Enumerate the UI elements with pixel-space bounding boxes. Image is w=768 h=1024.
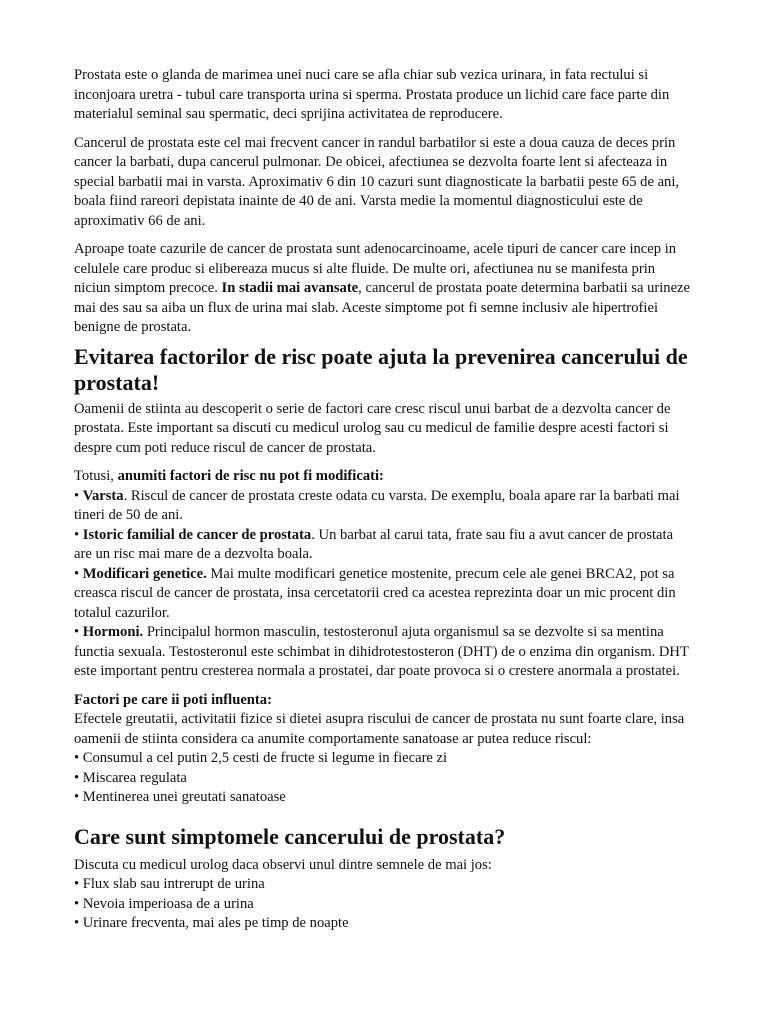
symptom-item-text: Urinare frecventa, mai ales pe timp de noapte <box>82 915 349 931</box>
symptom-list-item <box>74 915 349 931</box>
influence-list-item <box>74 789 286 805</box>
influence-list-item <box>74 750 447 766</box>
risk-item-text: Principalul hormon masculin, testosteronul ajuta organismul sa se dezvolte si sa mentina functia sexuala. Testosteronul este schimbat in dihidrotestosteron (DHT) de o enzima din organism. DHT este important pentru cresterea normala a prostatei, dar poate provoca si o crestere anormala a prostatei. <box>74 624 689 679</box>
risk-list-item <box>74 566 676 621</box>
intro-paragraph-3-start: Aproape toate cazurile de cancer de prostata sunt adenocarcinoame, acele tipuri de cancer care incep in celulele care produc si elibereaza mucus si alte fluide. De multe ori, afectiunea nu se manifesta prin niciun simptom precoce. <box>74 241 677 296</box>
risk-item-text: . Un barbat al carui tata, frate sau fiu a avut cancer de prostata are un risc mai mare de a dezvolta boala. <box>74 526 674 562</box>
risk-list-item <box>74 624 689 679</box>
bullet: • <box>74 769 83 786</box>
bullet: • <box>74 750 83 766</box>
symptoms-heading: Care sunt simptomele cancerului de prostata? <box>74 823 506 849</box>
symptom-item-text: Flux slab sau intrerupt de urina <box>82 876 265 892</box>
fixed-risk-factors-block <box>74 467 694 682</box>
bullet: • <box>74 895 83 912</box>
influence-list-item <box>74 770 187 786</box>
symptom-item-text: Nevoia imperioasa de a urina <box>82 895 254 912</box>
intro-paragraph-2: Cancerul de prostata este cel mai frecvent cancer in randul barbatilor si este a doua cauza de deces prin cancer la barbati, dupa cancerul pulmonar. De obicei, afectiunea se dezvolta foarte lent si afecteaza in special barbatii mai in varsta. Aproximativ 6 din 10 cazuri sunt diagnosticate la barbatii peste 65 de ani, boala fiind rareori depistata inainte de 40 de ani. Varsta medie la momentul diagnosticului este de aproximativ 66 de ani. <box>74 134 680 229</box>
intro-paragraph-3 <box>74 240 694 338</box>
bullet: • <box>74 526 83 543</box>
bullet: • <box>74 915 83 931</box>
risk-item-text: . Riscul de cancer de prostata creste odata cu varsta. De exemplu, boala apare rar la barbati mai tineri de 50 de ani. <box>74 487 680 523</box>
risk-item-title: Istoric familial de cancer de prostata <box>82 526 312 543</box>
bullet: • <box>74 876 83 892</box>
fixed-risk-lead-bold: anumiti factori de risc nu pot fi modificati: <box>117 468 384 484</box>
influence-item-text: Mentinerea unei greutati sanatoase <box>82 789 286 805</box>
fixed-risk-lead-text: Totusi, <box>74 468 118 484</box>
symptoms-intro: Discuta cu medicul urolog daca observi unul dintre semnele de mai jos: <box>74 856 492 873</box>
bullet: • <box>74 565 83 582</box>
bullet: • <box>74 624 83 640</box>
risk-item-title: Modificari genetice. <box>82 565 207 582</box>
risk-paragraph: Oamenii de stiinta au descoperit o serie de factori care cresc riscul unui barbat de a dezvolta cancer de prostata. Este important sa discuti cu medicul urolog sau cu medicul de familie despre acesti factori si despre cum poti reduce riscul de cancer de prostata. <box>74 400 671 456</box>
intro-paragraph-3-end: , cancerul de prostata poate determina barbatii sa urineze mai des sau sa aiba un flux de urina mai slab. Aceste simptome pot fi semne inclusiv ale hipertrofiei benigne de prostata. <box>74 280 691 335</box>
fixed-risk-lead <box>74 468 384 484</box>
symptom-list-item <box>74 876 265 892</box>
risk-item-title: Hormoni. <box>82 624 144 640</box>
influence-item-text: Miscarea regulata <box>82 769 187 786</box>
risk-item-title: Varsta <box>82 487 124 504</box>
bullet: • <box>74 789 83 805</box>
influence-title: Factori pe care ii poti influenta: <box>74 691 272 708</box>
influence-block <box>74 691 694 808</box>
risk-heading: Evitarea factorilor de risc poate ajuta la prevenirea cancerului de prostata! <box>74 343 688 395</box>
intro-paragraph-1: Prostata este o glanda de marimea unei nuci care se afla chiar sub vezica urinara, in fata rectului si inconjoara uretra - tubul care transporta urina si sperma. Prostata produce un lichid care face parte din materialul seminal sau spermatic, deci sprijina activitatea de reproducere. <box>74 67 670 122</box>
influence-text: Efectele greutatii, activitatii fizice si dietei asupra riscului de cancer de prostata nu sunt foarte clare, insa oamenii de stiinta considera ca anumite comportamente sanatoase ar putea reduce riscul: <box>74 711 685 747</box>
intro-paragraph-3-bold: In stadii mai avansate <box>221 280 359 296</box>
influence-item-text: Consumul a cel putin 2,5 cesti de fructe si legume in fiecare zi <box>82 750 448 766</box>
risk-list-item <box>74 488 680 524</box>
symptoms-block <box>74 856 694 934</box>
risk-item-text: Mai multe modificari genetice mostenite, precum cele ale genei BRCA2, pot sa creasca riscul de cancer de prostata, insa cercetatorii cred ca acestea reprezinta doar un mic procent din totalul cazurilor. <box>74 565 676 621</box>
risk-list-item <box>74 527 673 563</box>
bullet: • <box>74 487 83 504</box>
symptom-list-item <box>74 896 254 912</box>
